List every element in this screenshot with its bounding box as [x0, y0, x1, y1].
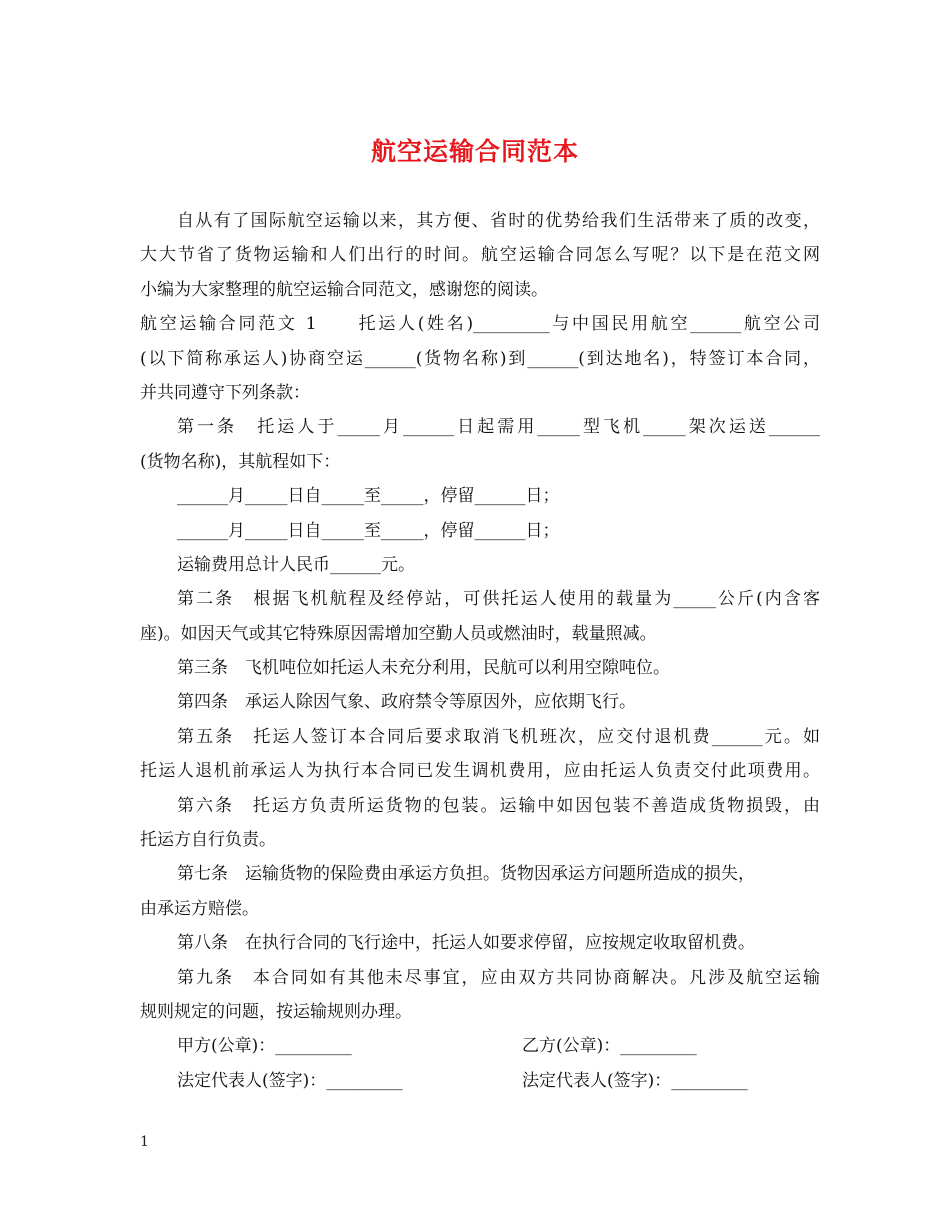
document-body — [140, 204, 820, 1098]
page-number: 1 — [140, 1134, 149, 1150]
contract-agreement-line: 并共同遵守下列条款： — [140, 382, 310, 403]
transport-fee-line: 运输费用总计人民币______元。 — [177, 554, 415, 575]
article-8-line: 第八条 在执行合同的飞行途中，托运人如要求停留，应按规定收取留机费。 — [177, 933, 755, 954]
article-6-line-1: 第六条 托运方负责所运货物的包装。运输中如因包装不善造成货物损毁，由 — [177, 795, 820, 816]
route-line-2: ______月_____日自_____至_____，停留______日； — [177, 520, 560, 541]
article-1-line-1: 第一条 托运人于_____月______日起需用_____型飞机_____架次运送______ — [177, 417, 820, 438]
intro-line-1: 自从有了国际航空运输以来，其方便、省时的优势给我们生活带来了质的改变， — [177, 211, 820, 231]
party-b-seal-field: 乙方(公章)：_________ — [522, 1036, 697, 1057]
route-line-1: ______月_____日自_____至_____，停留______日； — [177, 486, 560, 507]
article-5-line-1: 第五条 托运人签订本合同后要求取消飞机班次，应交付退机费______元。如 — [177, 726, 820, 747]
signature-row-seal — [140, 1029, 820, 1063]
contract-parties-line: (以下简称承运人)协商空运______(货物名称)到______(到达地名)，特签订本合同， — [140, 348, 820, 369]
party-a-representative-field: 法定代表人(签字)：_________ — [177, 1070, 403, 1091]
party-b-representative-field: 法定代表人(签字)：_________ — [522, 1070, 748, 1091]
article-2-line-1: 第二条 根据飞机航程及经停站，可供托运人使用的载量为_____公斤(内含客 — [177, 589, 820, 610]
article-5-line-2: 托运人退机前承运人为执行本合同已发生调机费用，应由托运人负责交付此项费用。 — [140, 761, 820, 782]
article-4-line: 第四条 承运人除因气象、政府禁令等原因外，应依期飞行。 — [177, 692, 636, 713]
article-9-line-1: 第九条 本合同如有其他未尽事宜，应由双方共同协商解决。凡涉及航空运输 — [177, 967, 820, 988]
article-2-line-2: 座)。如因天气或其它特殊原因需增加空勤人员或燃油时，载量照减。 — [140, 623, 657, 644]
contract-heading-line: 航空运输合同范文 1 托运人(姓名)_________与中国民用航空______航空公司 — [140, 314, 820, 335]
article-9-line-2: 规则规定的问题，按运输规则办理。 — [140, 1001, 412, 1022]
party-a-seal-field: 甲方(公章)：_________ — [177, 1036, 352, 1057]
article-7-line-1: 第七条 运输货物的保险费由承运方负担。货物因承运方问题所造成的损失， — [177, 864, 755, 885]
intro-line-3: 小编为大家整理的航空运输合同范文，感谢您的阅读。 — [140, 279, 548, 300]
article-7-line-2: 由承运方赔偿。 — [140, 898, 259, 919]
article-6-line-2: 托运方自行负责。 — [140, 830, 276, 851]
article-3-line: 第三条 飞机吨位如托运人未充分利用，民航可以利用空隙吨位。 — [177, 658, 670, 679]
article-1-line-2: (货物名称)，其航程如下： — [140, 451, 341, 472]
signature-row-representative — [140, 1064, 820, 1098]
intro-line-2: 大大节省了货物运输和人们出行的时间。航空运输合同怎么写呢？以下是在范文网 — [140, 245, 820, 266]
document-title: 航空运输合同范本 — [370, 137, 579, 166]
